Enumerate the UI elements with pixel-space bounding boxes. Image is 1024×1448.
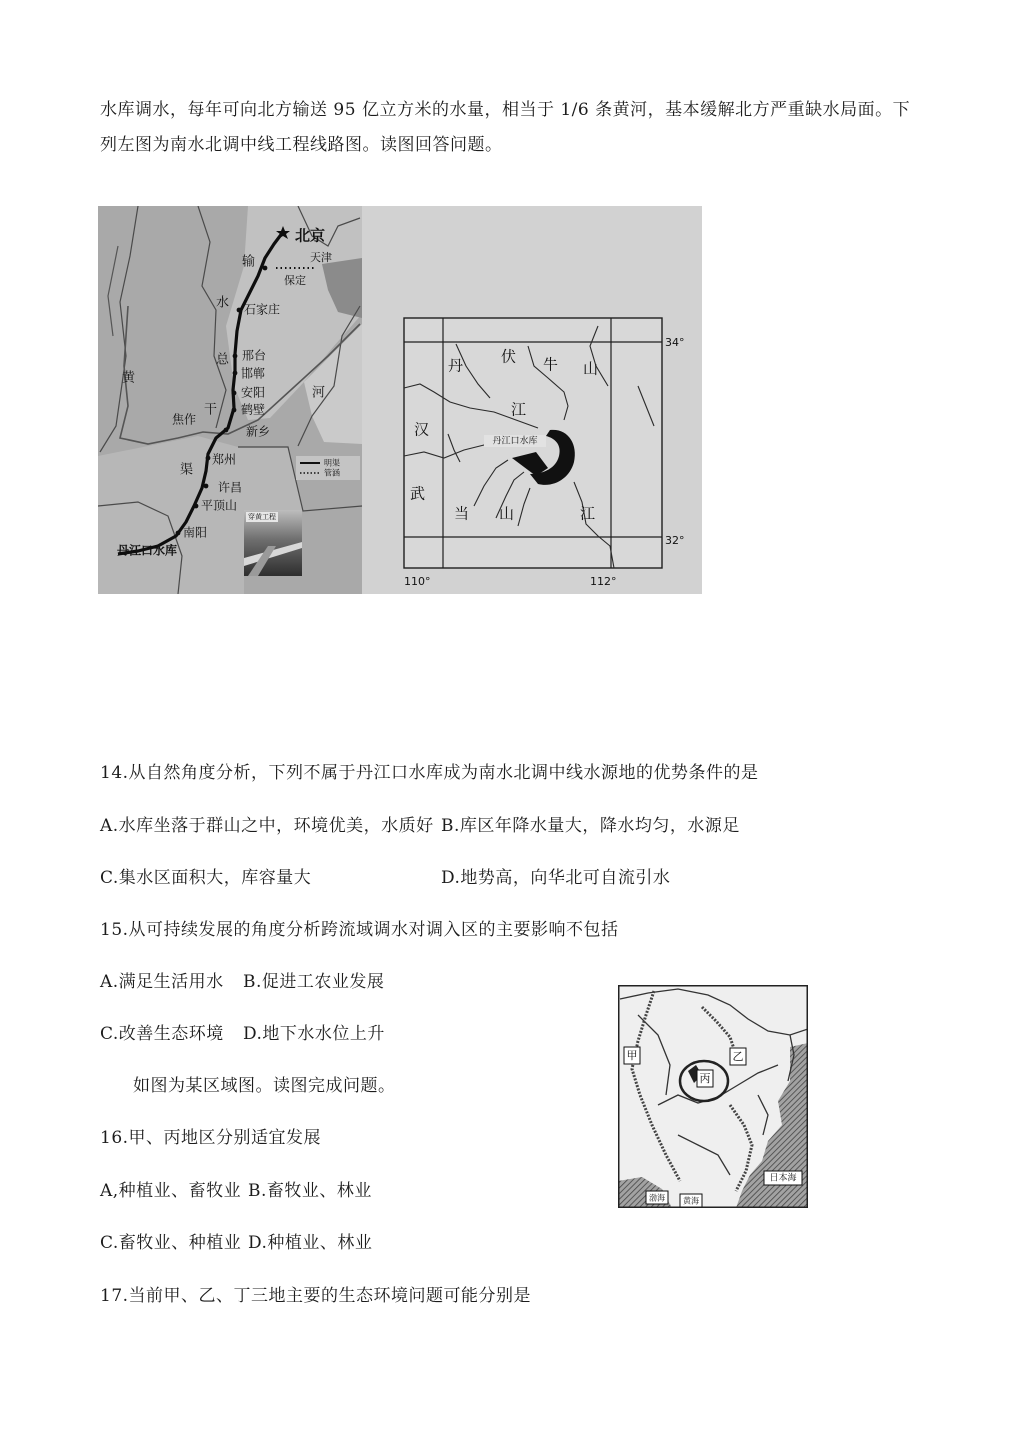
city-dot (233, 371, 238, 376)
canal-label-char: 渠 (180, 462, 194, 478)
city-dot (176, 531, 181, 536)
region-label-yi: 乙 (732, 1050, 744, 1063)
question-14-option-d: D.地势高，向华北可自流引水 (441, 868, 671, 888)
region-intro: 如图为某区域图。读图完成问题。 (133, 1076, 396, 1096)
inset-label-shan-south: 山 (499, 504, 515, 523)
city-label-nanyang: 南阳 (183, 525, 208, 540)
city-label-xinxiang: 新乡 (246, 424, 271, 439)
photo-caption: 穿黄工程 (248, 513, 276, 521)
legend-pipe: 管涵 (324, 468, 340, 478)
city-label-baoding: 保定 (284, 274, 306, 287)
inset-label-fu: 伏 (501, 347, 517, 366)
question-15-option-b: B.促进工农业发展 (243, 972, 385, 992)
question-14-option-c: C.集水区面积大，库容量大 (100, 868, 312, 888)
city-dot (206, 456, 211, 461)
canal-label-char: 输 (242, 254, 256, 270)
longitude-label-110: 110° (404, 575, 431, 588)
question-15-option-c: C.改善生态环境 (100, 1024, 224, 1044)
region-map-figure (618, 985, 808, 1208)
route-map (98, 206, 362, 594)
city-dot (224, 428, 229, 433)
project-photo (244, 510, 302, 576)
region-label-sea-bohai: 渤海 (649, 1193, 665, 1203)
inset-label-dang: 当 (454, 504, 470, 523)
question-17-stem: 17.当前甲、乙、丁三地主要的生态环境问题可能分别是 (100, 1286, 532, 1306)
city-label-xuchang: 许昌 (218, 480, 243, 495)
region-label-jia: 甲 (626, 1049, 638, 1062)
inset-label-jiang-south: 江 (580, 504, 596, 523)
canal-label-char: 干 (204, 402, 218, 418)
question-14-option-b: B.库区年降水量大，降水均匀，水源足 (441, 816, 740, 836)
question-16-option-d: D.种植业、林业 (248, 1233, 373, 1253)
question-16-stem: 16.甲、丙地区分别适宜发展 (100, 1128, 322, 1148)
question-14-option-a: A.水库坐落于群山之中，环境优美，水质好 (100, 816, 434, 836)
inset-label-jiang-north: 江 (511, 400, 527, 419)
question-16-option-c: C.畜牧业、种植业 (100, 1233, 242, 1253)
region-label-sea-japan: 日本海 (769, 1173, 797, 1184)
longitude-label-112: 112° (590, 575, 617, 588)
inset-label-shan-north: 山 (583, 359, 599, 378)
map-legend (296, 456, 360, 480)
question-16-option-b: B.畜牧业、林业 (248, 1181, 372, 1201)
latitude-label-32: 32° (665, 534, 685, 547)
city-dot (233, 354, 238, 359)
city-dot (237, 308, 242, 313)
latitude-label-34: 34° (665, 336, 685, 349)
question-15-stem: 15.从可持续发展的角度分析跨流域调水对调入区的主要影响不包括 (100, 920, 619, 940)
city-label-hebi: 鹤壁 (241, 402, 266, 417)
city-label-tianjin: 天津 (310, 251, 332, 264)
question-16-option-a: A,种植业、畜牧业 (100, 1181, 242, 1201)
city-label-zhengzhou: 郑州 (212, 452, 237, 467)
inset-label-wu: 武 (410, 484, 426, 503)
city-label-handan: 邯郸 (241, 366, 266, 381)
inset-label-han: 汉 (414, 420, 430, 439)
city-dot (263, 266, 268, 271)
question-15-option-d: D.地下水水位上升 (243, 1024, 385, 1044)
question-14-stem: 14.从自然角度分析，下列不属于丹江口水库成为南水北调中线水源地的优势条件的是 (100, 763, 759, 783)
city-dot (194, 504, 199, 509)
river-label-char: 黄 (122, 370, 136, 386)
canal-label-char: 总 (216, 352, 230, 368)
city-dot (204, 484, 209, 489)
legend-open-channel: 明渠 (324, 458, 340, 468)
city-label-anyang: 安阳 (241, 385, 266, 400)
inset-label-niu: 牛 (543, 355, 559, 374)
city-label-xingtai: 邢台 (242, 348, 267, 363)
region-label-sea-yellow: 黄海 (683, 1196, 699, 1206)
inset-label-dan: 丹 (448, 356, 464, 375)
question-15-option-a: A.满足生活用水 (100, 972, 224, 992)
canal-label-char: 水 (216, 295, 230, 311)
city-label-pingdingshan: 平顶山 (201, 498, 238, 513)
route-map-figure (98, 206, 702, 594)
region-label-bing: 丙 (699, 1072, 711, 1085)
city-label-shijiazhuang: 石家庄 (244, 302, 281, 317)
city-dot (232, 391, 237, 396)
city-label-danjiangkou: 丹江口水库 (117, 543, 178, 558)
city-label-jiaozuo: 焦作 (172, 412, 197, 427)
intro-line-2: 列左图为南水北调中线工程线路图。读图回答问题。 (100, 135, 503, 155)
inset-label-reservoir: 丹江口水库 (492, 436, 538, 447)
intro-line-1: 水库调水，每年可向北方输送 95 亿立方米的水量，相当于 1/6 条黄河，基本缓解北方严重缺水局面。下 (100, 100, 911, 120)
inset-map (404, 318, 685, 588)
river-label-char: 河 (312, 385, 326, 401)
city-dot (232, 408, 237, 413)
city-label-beijing: 北京 (295, 226, 326, 245)
